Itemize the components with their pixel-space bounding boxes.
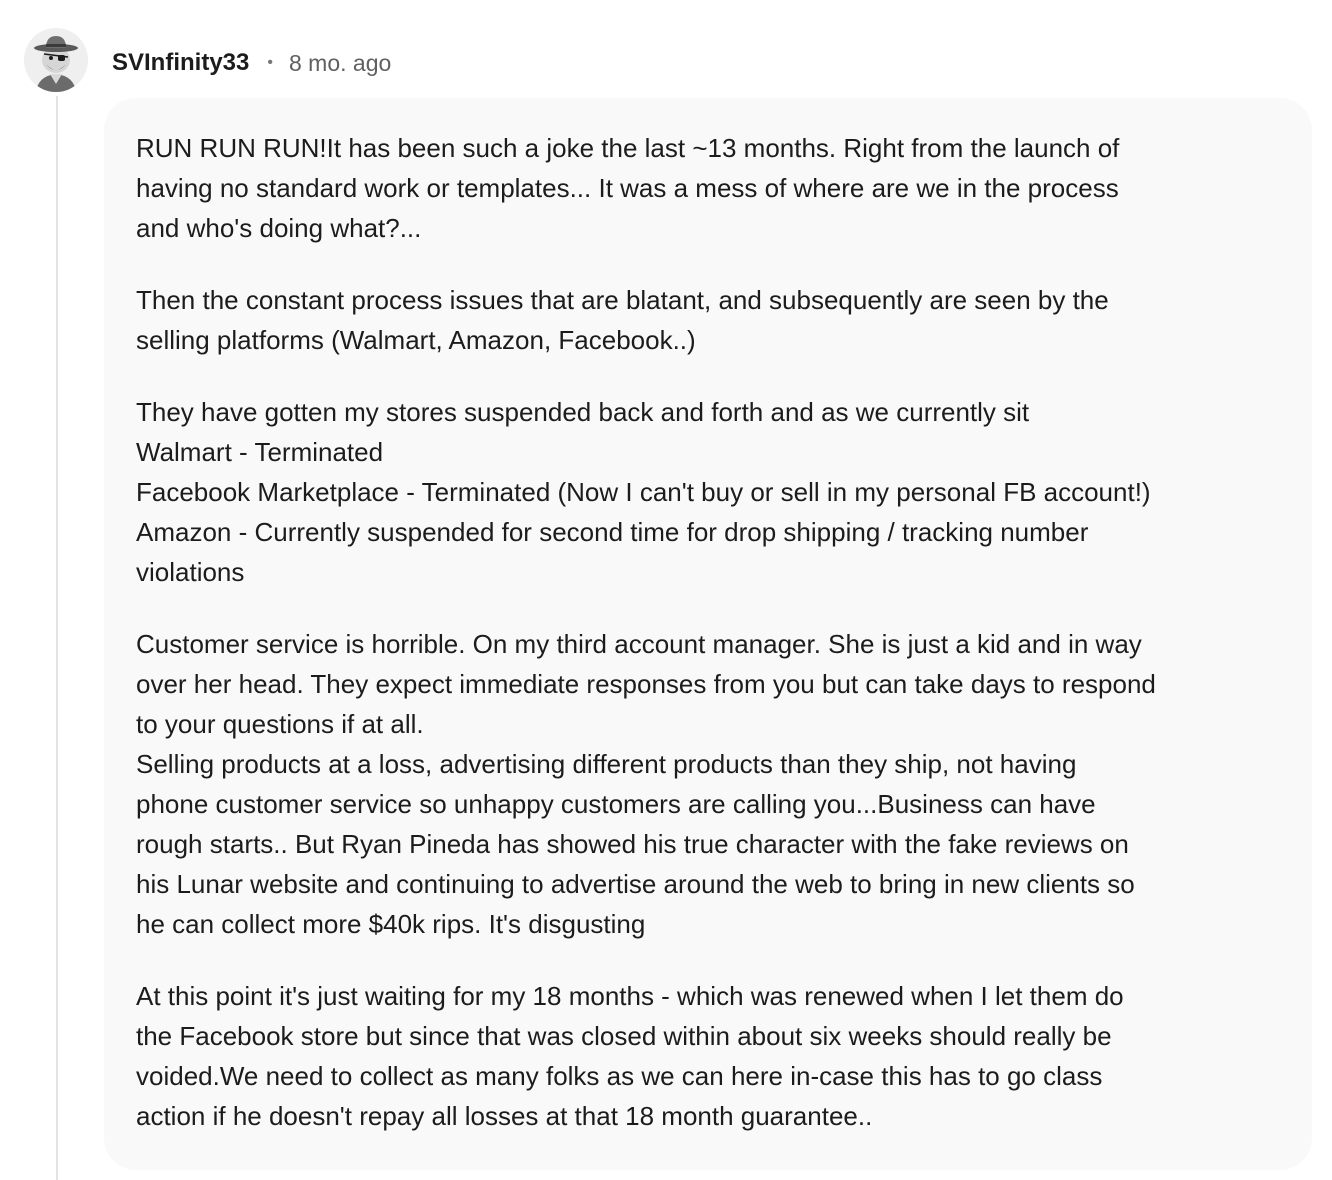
- text-line: Amazon - Currently suspended for second time for drop shipping / tracking number: [136, 517, 1089, 547]
- text-line: his Lunar website and continuing to advertise around the web to bring in new clients so: [136, 869, 1135, 899]
- text-line: the Facebook store but since that was closed within about six weeks should really be: [136, 1021, 1112, 1051]
- text-line: Then the constant process issues that are blatant, and subsequently are seen by the: [136, 285, 1109, 315]
- avatar[interactable]: [24, 28, 88, 92]
- text-line: over her head. They expect immediate responses from you but can take days to respond: [136, 669, 1156, 699]
- comment-paragraph: [136, 392, 1288, 592]
- text-line: Customer service is horrible. On my third account manager. She is just a kid and in way: [136, 629, 1142, 659]
- username-link[interactable]: SVInfinity33: [112, 49, 250, 76]
- text-line: and who's doing what?...: [136, 213, 422, 243]
- thread-line[interactable]: [56, 96, 58, 1180]
- text-line: rough starts.. But Ryan Pineda has showed his true character with the fake reviews on: [136, 829, 1129, 859]
- text-line: Facebook Marketplace - Terminated (Now I can't buy or sell in my personal FB account!): [136, 477, 1151, 507]
- text-line: having no standard work or templates... It was a mess of where are we in the process: [136, 173, 1119, 203]
- text-line: action if he doesn't repay all losses at that 18 month guarantee..: [136, 1101, 873, 1131]
- text-line: violations: [136, 557, 245, 587]
- comment-paragraph: [136, 976, 1288, 1136]
- comment-meta: [112, 46, 391, 80]
- comment-paragraph: [136, 280, 1288, 360]
- text-line: Walmart - Terminated: [136, 437, 384, 467]
- comment-paragraph: [136, 624, 1288, 944]
- text-line: to your questions if at all.: [136, 709, 424, 739]
- text-line: They have gotten my stores suspended back and forth and as we currently sit: [136, 397, 1030, 427]
- text-line: selling platforms (Walmart, Amazon, Facebook..): [136, 325, 696, 355]
- text-line: Selling products at a loss, advertising different products than they ship, not having: [136, 749, 1077, 779]
- comment-paragraph: [136, 128, 1288, 248]
- text-line: voided.We need to collect as many folks as we can here in-case this has to go class: [136, 1061, 1103, 1091]
- text-line: RUN RUN RUN!It has been such a joke the last ~13 months. Right from the launch of: [136, 133, 1120, 163]
- timestamp[interactable]: 8 mo. ago: [288, 49, 392, 76]
- comment-body: [104, 98, 1312, 1170]
- text-line: At this point it's just waiting for my 18 months - which was renewed when I let them do: [136, 981, 1124, 1011]
- separator-dot: •: [267, 54, 273, 71]
- text-line: he can collect more $40k rips. It's disgusting: [136, 909, 646, 939]
- cowboy-avatar-icon: [24, 28, 88, 92]
- text-line: phone customer service so unhappy customers are calling you...Business can have: [136, 789, 1096, 819]
